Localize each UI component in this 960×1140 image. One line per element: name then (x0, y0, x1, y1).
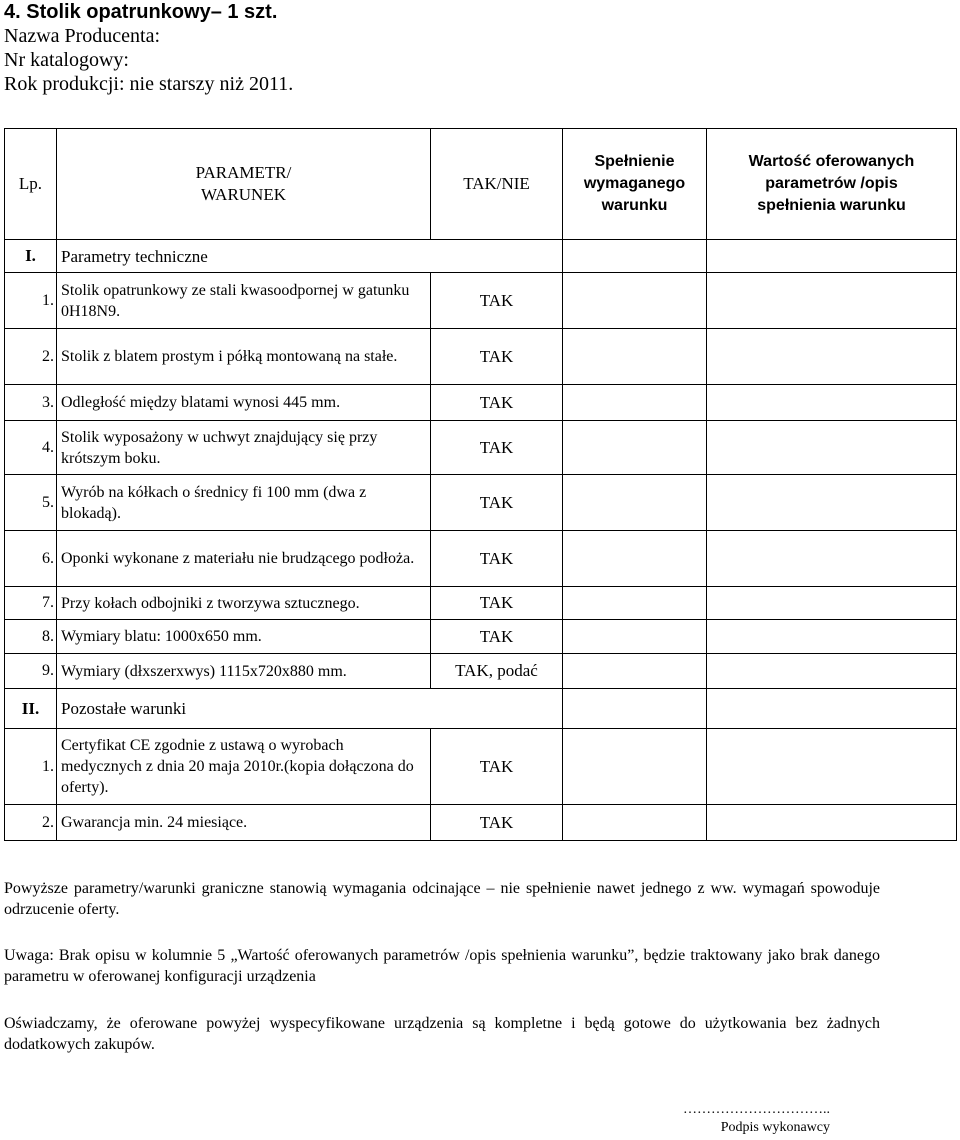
column-header-parameter: PARAMETR/ WARUNEK (57, 129, 431, 240)
requirement-cell (563, 654, 707, 689)
row-number: 8. (5, 620, 57, 654)
taknie-value: TAK (431, 273, 563, 329)
table-row (5, 587, 957, 620)
offered-value-cell (707, 329, 957, 385)
taknie-value: TAK (431, 329, 563, 385)
table-row (5, 385, 957, 421)
production-year-label: Rok produkcji: nie starszy niż 2011. (4, 73, 294, 95)
offered-value-cell (707, 729, 957, 805)
requirement-cell (563, 587, 707, 620)
parameter-text: Wyrób na kółkach o średnicy fi 100 mm (dwa z blokadą). (57, 475, 431, 531)
column-header-offered-value: Wartość oferowanych parametrów /opis spełnienia warunku (707, 129, 957, 240)
taknie-value: TAK (431, 805, 563, 841)
table-row (5, 273, 957, 329)
taknie-value: TAK (431, 385, 563, 421)
section-title: Pozostałe warunki (57, 689, 563, 729)
offered-value-cell (707, 421, 957, 475)
requirement-cell (563, 240, 707, 273)
table-row (5, 654, 957, 689)
parameter-text: Stolik opatrunkowy ze stali kwasoodpornej w gatunku 0H18N9. (57, 273, 431, 329)
row-number: 1. (5, 729, 57, 805)
parameter-text: Oponki wykonane z materiału nie brudzącego podłoża. (57, 531, 431, 587)
offered-value-cell (707, 654, 957, 689)
taknie-value: TAK (431, 729, 563, 805)
column-header-requirement: Spełnienie wymaganego warunku (563, 129, 707, 240)
offered-value-cell (707, 240, 957, 273)
offered-value-cell (707, 689, 957, 729)
column-header-lp: Lp. (5, 129, 57, 240)
row-number: 3. (5, 385, 57, 421)
note-requirements: Powyższe parametry/warunki graniczne stanowią wymagania odcinające – nie spełnienie nawet jednego z ww. wymagań spowoduje odrzucenie oferty. (4, 880, 880, 918)
row-number: 4. (5, 421, 57, 475)
offered-value-cell (707, 587, 957, 620)
requirement-cell (563, 689, 707, 729)
table-row (5, 805, 957, 841)
section-row (5, 240, 957, 273)
producer-name-label: Nazwa Producenta: (4, 25, 161, 47)
row-number: 2. (5, 329, 57, 385)
taknie-value: TAK, podać (431, 654, 563, 689)
requirement-cell (563, 421, 707, 475)
requirement-cell (563, 385, 707, 421)
offered-value-cell (707, 475, 957, 531)
requirement-cell (563, 805, 707, 841)
row-number: 7. (5, 587, 57, 620)
table-row (5, 421, 957, 475)
signature-dots: ………………………….. (683, 1102, 830, 1117)
requirement-cell (563, 531, 707, 587)
offered-value-cell (707, 531, 957, 587)
section-number: I. (5, 240, 57, 273)
requirement-cell (563, 329, 707, 385)
taknie-value: TAK (431, 620, 563, 654)
parameter-text: Stolik z blatem prostym i półką montowaną na stałe. (57, 329, 431, 385)
row-number: 2. (5, 805, 57, 841)
parameter-text: Odległość między blatami wynosi 445 mm. (57, 385, 431, 421)
parameter-text: Gwarancja min. 24 miesiące. (57, 805, 431, 841)
table-row (5, 729, 957, 805)
offered-value-cell (707, 620, 957, 654)
table-header-row (5, 129, 957, 240)
section-number: II. (5, 689, 57, 729)
signature-label: Podpis wykonawcy (720, 1120, 830, 1135)
offered-value-cell (707, 273, 957, 329)
table-row (5, 620, 957, 654)
note-declaration: Oświadczamy, że oferowane powyżej wyspecyfikowane urządzenia są kompletne i będą gotowe do użytkowania bez żadnych dodatkowych zakupów. (4, 1015, 880, 1053)
taknie-value: TAK (431, 587, 563, 620)
parameter-text: Wymiary (dłxszerxwys) 1115x720x880 mm. (57, 654, 431, 689)
parameter-text: Przy kołach odbojniki z tworzywa sztucznego. (57, 587, 431, 620)
table-row (5, 531, 957, 587)
requirement-cell (563, 273, 707, 329)
taknie-value: TAK (431, 475, 563, 531)
taknie-value: TAK (431, 421, 563, 475)
parameter-text: Stolik wyposażony w uchwyt znajdujący się przy krótszym boku. (57, 421, 431, 475)
row-number: 9. (5, 654, 57, 689)
taknie-value: TAK (431, 531, 563, 587)
catalog-number-label: Nr katalogowy: (4, 49, 129, 71)
item-title: 4. Stolik opatrunkowy– 1 szt. (4, 1, 278, 23)
offered-value-cell (707, 385, 957, 421)
parameter-text: Certyfikat CE zgodnie z ustawą o wyrobach medycznych z dnia 20 maja 2010r.(kopia dołączona do oferty). (57, 729, 431, 805)
table-row (5, 329, 957, 385)
section-row (5, 689, 957, 729)
parameter-text: Wymiary blatu: 1000x650 mm. (57, 620, 431, 654)
note-warning: Uwaga: Brak opisu w kolumnie 5 „Wartość oferowanych parametrów /opis spełnienia warunku”, będzie traktowany jako brak danego parametru w oferowanej konfiguracji urządzenia (4, 947, 880, 985)
document-header (4, 0, 293, 96)
row-number: 1. (5, 273, 57, 329)
requirement-cell (563, 729, 707, 805)
table-row (5, 475, 957, 531)
column-header-taknie: TAK/NIE (431, 129, 563, 240)
requirement-cell (563, 475, 707, 531)
requirement-cell (563, 620, 707, 654)
section-title: Parametry techniczne (57, 240, 563, 273)
row-number: 6. (5, 531, 57, 587)
row-number: 5. (5, 475, 57, 531)
specification-table (4, 128, 957, 841)
offered-value-cell (707, 805, 957, 841)
